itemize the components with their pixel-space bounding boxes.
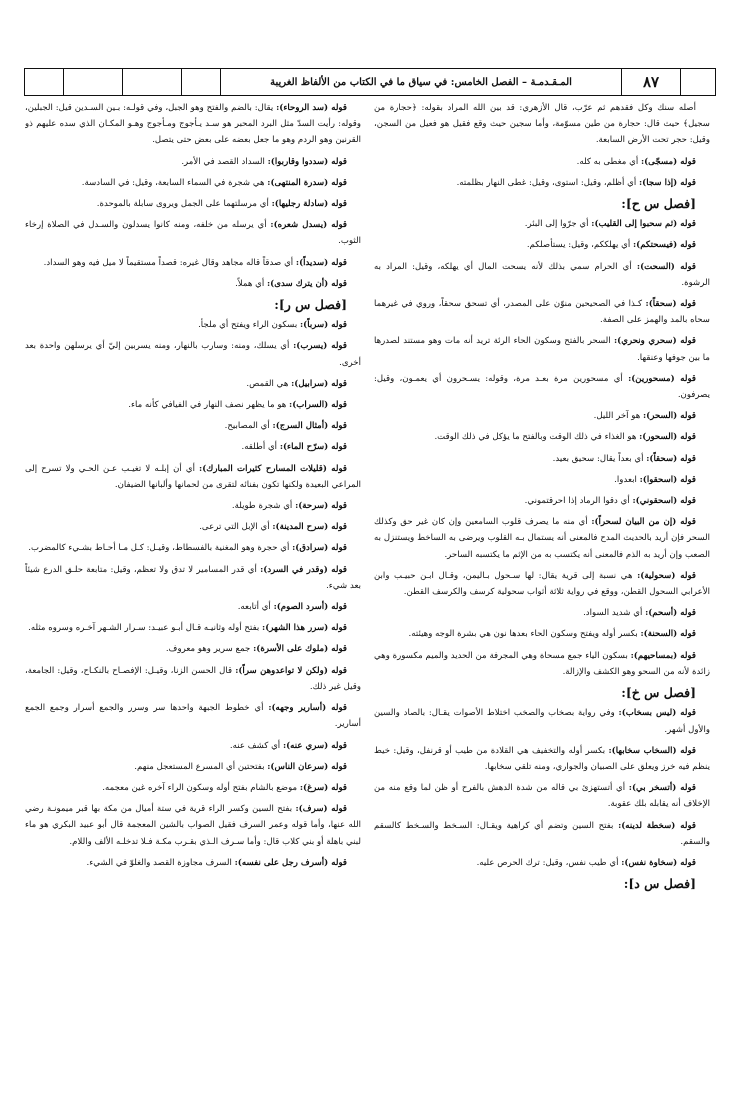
entry-definition: هي شجرة في السماء السابعة، وقيل: في السادسة.: [81, 177, 268, 188]
header-cell: [182, 69, 221, 95]
entry-headword: قوله (سرح المدينة):: [272, 522, 347, 533]
entry-headword: قوله (السخاب سخابها):: [608, 745, 696, 756]
entry-definition: هي القمص.: [246, 378, 292, 389]
header-cell: [25, 69, 64, 95]
right-column: [374, 100, 710, 1100]
dictionary-entry: [374, 371, 710, 403]
entry-headword: قوله (يسدل شعره):: [270, 220, 348, 231]
dictionary-entry: [25, 599, 361, 615]
entry-definition: أي الحرام سمي بذلك لأنه يسحت المال أي يهلكه، وقيل: المراد به الرشوة.: [374, 261, 710, 288]
entry-definition: أي قدر المسامير لا تدق ولا تعظم، وقيل: متابعة حلـق الدرع شيئاً بعد شيء.: [25, 564, 361, 591]
entry-headword: قوله (سخطة لدينه):: [618, 820, 696, 831]
dictionary-entry: [25, 196, 361, 212]
entry-headword: قوله (ثم سحبوا إلى القليب):: [591, 219, 696, 230]
dictionary-entry: [25, 461, 361, 493]
entry-headword: قوله (أسارير وجهه):: [268, 703, 347, 714]
dictionary-entry: [25, 620, 361, 636]
entry-headword: قوله (أسرد الصوم):: [273, 602, 347, 613]
entry-definition: أي صدقاً قاله مجاهد وقال غيره: قصداً مستقيماً لا ميل فيه وهو السداد.: [43, 257, 296, 268]
dictionary-entry: [25, 562, 361, 594]
entry-headword: قوله (السحنة):: [640, 629, 696, 640]
entry-headword: قوله (سددوا وقاربوا):: [267, 156, 347, 167]
dictionary-entry: [374, 705, 710, 737]
entry-definition: السرف مجاوزة القصد والغلوّ في الشيء.: [86, 857, 235, 868]
dictionary-entry: [374, 780, 710, 812]
dictionary-entry: [25, 780, 361, 796]
entry-headword: قوله (سرابيل):: [291, 378, 347, 389]
page-number: ٨٧: [622, 69, 681, 95]
dictionary-entry: [25, 801, 361, 850]
entry-definition: هو ما يظهر نصف النهار في الفيافي كأنه ماء.: [128, 400, 290, 411]
entry-headword: قوله (فيسحتكم):: [632, 240, 696, 251]
entry-headword: قوله (السراب):: [289, 400, 347, 411]
entry-definition: بفتح أوله وثانيـه قـال أبـو عبيـد: سـرار الشـهر آخـره وسروه مثله.: [28, 623, 263, 634]
dictionary-entry: [25, 439, 361, 455]
entry-definition: أي خطوط الجبهة واحدها سر وسرر والجمع أسرار وجمع الجمع أسارير.: [25, 703, 361, 730]
entry-headword: قوله (سرّح الماء):: [279, 442, 347, 453]
dictionary-entry: [25, 855, 361, 871]
entry-definition: بسكون الياء جمع مسحاة وهي المجرفة من الحديد والميم مكسورة وهي زائدة لأنه من السحو وهو الكشف والإزالة.: [374, 650, 710, 677]
entry-definition: أي بعداً يقال: سحيق بعيد.: [552, 453, 647, 464]
dictionary-entry: [25, 738, 361, 754]
header-title: المـقـدمـة – الفصل الخامس: في سياق ما في الكتاب من الألفاظ الغريبة: [221, 69, 622, 95]
entry-headword: قوله (سادلة رجليها):: [271, 199, 347, 210]
dictionary-entry: [25, 317, 361, 333]
section-heading: [374, 876, 710, 892]
entry-definition: بسكون الراء ويفتح أي ملجأ.: [198, 320, 300, 331]
entry-headword: قوله (سديداً):: [295, 257, 347, 268]
entry-definition: أي أتابعه.: [237, 602, 274, 613]
dictionary-entry: [25, 700, 361, 732]
entry-definition: أي شديد السواد.: [583, 608, 646, 619]
dictionary-entry: [374, 259, 710, 291]
entry-definition: أي يسلك، ومنه: وسارب بالنهار، ومنه يسربين إليّ أي يرسلهن واحدة بعد أخرى.: [25, 341, 361, 368]
dictionary-entry: [25, 418, 361, 434]
entry-definition: جمع سرير وهو معروف.: [165, 644, 254, 655]
dictionary-entry: [25, 663, 361, 695]
header-cell: [681, 69, 715, 95]
entry-headword: قوله (سد الروحاء):: [276, 103, 347, 113]
entry-headword: قوله (مسجّى):: [640, 156, 696, 167]
entry-headword: قوله (وقدر في السرد):: [260, 564, 347, 575]
entry-headword: قوله (أن يترك سدى):: [267, 278, 347, 289]
entry-headword: قوله (سحولية):: [637, 570, 697, 581]
entry-definition: ابعدوا.: [614, 474, 640, 485]
dictionary-entry: [25, 540, 361, 556]
section-heading-text: [فصل س خ]:: [621, 685, 696, 701]
entry-definition: أي أظلم، وقيل: استوى، وقيل: غطى النهار بظلمته.: [456, 177, 639, 188]
entry-definition: بفتح السين وتضم أي كراهية ويقـال: السـخط والسـخط كالسقم والسقم.: [374, 820, 710, 847]
entry-definition: أي أتستهزئ بي قاله من شدة الدهش بالفرح أو ظن لما وقع منه من الإخلاف أنه يقابله بلك عقوبة.: [374, 783, 710, 810]
entry-definition: هو آخر الليل.: [593, 411, 643, 422]
entry-headword: قوله (السحت):: [636, 261, 696, 272]
entry-headword: قوله (سرغ):: [299, 782, 347, 793]
dictionary-entry: [374, 429, 710, 445]
dictionary-entry: [374, 296, 710, 328]
entry-headword: قوله (سرر هذا الشهر):: [262, 623, 347, 634]
entry-definition: موضع بالشام بفتح أوله وسكون الراء آخره غين معجمه.: [102, 782, 300, 793]
entry-headword: قوله (سخاوة نفس):: [621, 857, 696, 868]
entry-definition: بفتحتين أي المسرع المستعجل منهم.: [134, 761, 268, 772]
entry-headword: قوله (سرحة):: [295, 501, 347, 512]
entry-definition: أي طيب نفس، وقيل: ترك الحرص عليه.: [476, 857, 622, 868]
entry-headword: قوله (قليلات المسارح كثيرات المبارك):: [199, 463, 348, 474]
dictionary-entry: [374, 818, 710, 850]
dictionary-entry: [25, 498, 361, 514]
section-heading-text: [فصل س ح]:: [621, 196, 696, 212]
dictionary-entry: [374, 743, 710, 775]
dictionary-entry: [25, 519, 361, 535]
entry-definition: أي دقوا الرماد إذا احرقتموني.: [524, 496, 633, 507]
dictionary-entry: [374, 408, 710, 424]
entry-definition: أي يرسله من خلفه، ومنه كانوا يسدلون والسـدل في الصلاة إرخاء الثوب.: [25, 220, 361, 247]
entry-headword: قوله (سرادق):: [292, 543, 347, 554]
dictionary-entry: [374, 237, 710, 253]
dictionary-entry: [374, 472, 710, 488]
dictionary-entry: [25, 217, 361, 249]
dictionary-entry: [25, 100, 361, 149]
dictionary-entry: [25, 154, 361, 170]
dictionary-entry: [374, 855, 710, 871]
entry-headword: قوله (بمساحيهم):: [630, 650, 696, 661]
entry-headword: قوله (ليس بسخاب):: [618, 708, 697, 719]
dictionary-entry: [374, 100, 710, 149]
entry-definition: أي حجرة وهو المغنية بالفسطاط، وقيـل: كـل مـا أحـاط بشـيء كالمضرب.: [28, 543, 293, 554]
entry-headword: قوله (السحر):: [642, 411, 696, 422]
section-heading: [25, 297, 361, 313]
entry-headword: قوله (سحقاً):: [645, 299, 696, 310]
entry-definition: كـذا في الصحيحين منوّن على المصدر، أي تسحق سحقاً، وروي في غيرهما سحاه بالمد والهمز على الصفة.: [374, 299, 710, 326]
entry-headword: قوله (إذا سجا):: [638, 177, 696, 188]
dictionary-entry: [374, 154, 710, 170]
entry-definition: أي مرسلتهما على الجمل ويروى سابلة بالموحدة.: [96, 199, 272, 210]
entry-definition: أي هملاً.: [235, 278, 267, 289]
entry-definition: أي منه ما يصرف قلوب السامعين وإن كان غير حق وكذلك السحر فإن أريد بالحديث المدح فالمعنى أنه يستمال بـه القلوب ويرضى به الساخط ويستنزل به الصعب وإن أريد به الذم فالمعنى أنه يكتسب به من الإثم ما يكتسبه الساحر.: [374, 517, 710, 560]
entry-definition: أي جرّوا إلى البئر.: [524, 219, 592, 230]
entry-definition: أصله سنك وكل فقدهم ثم عرّب، قال الأزهري: قد بين الله المراد بقوله: ﴿حجارة من سجيل﴾ حيث قال: حجارة من طين مسوّمة، وأما سجين حيث وقع فقيل هو فعيل من السجن، وقيل: حجر تحت الأرض السابعة.: [374, 103, 710, 146]
dictionary-entry: [25, 759, 361, 775]
entry-definition: بفتح السين وكسر الراء قرية في ستة أميال من مكة بها قبر ميمونـة رضي الله عنها، وأما قوله وعمر السرف فقيل الصواب بالشين المعجمة قال أبو عبيد البكري هو ماء لبني باهلة أو بني كلاب قال: وأما سـرف الـذي بقـرب مكـة فـلا تدخلـه الألف واللام.: [25, 804, 361, 847]
dictionary-entry: [25, 276, 361, 292]
dictionary-entry: [374, 333, 710, 365]
entry-headword: قوله (إن من البيان لسحراً):: [591, 517, 696, 528]
entry-definition: أي الإبل التي ترعى.: [199, 522, 273, 533]
dictionary-entry: [374, 568, 710, 600]
entry-headword: قوله (سري عنه):: [282, 740, 347, 751]
entry-headword: قوله (يسرب):: [293, 341, 347, 352]
entry-definition: السحر بالفتح وسكون الحاء الرئة تريد أنه مات وهو مستند لصدرها ما بين جوفها وعنقها.: [374, 336, 710, 363]
page-header: [24, 68, 716, 96]
entry-headword: قوله (سرف):: [295, 804, 347, 815]
section-heading-text: [فصل س ر]:: [274, 297, 347, 313]
entry-definition: أي مسحورين مرة بعـد مرة، وقوله: يسـحرون أي يعمـون، وقيل: يصرفون.: [374, 373, 710, 401]
header-cell: [123, 69, 182, 95]
entry-definition: أي المصابيح.: [224, 421, 273, 432]
entry-definition: هي نسبة إلى قرية يقال: لها سـحول بـاليمن، وقـال ابـن حبيـب وابن الأعرابي السحول القطن، ووقع في رواية ثلاثة أثواب سحولية كرسف والكرسف القطن.: [374, 570, 710, 598]
dictionary-entry: [374, 514, 710, 563]
entry-headword: قوله (ولكن لا تواعدوهن سراً):: [235, 665, 347, 676]
entry-definition: أي يهلككم، وقيل: يستأصلكم.: [526, 240, 633, 251]
entry-definition: أي أن إبلـه لا تغيـب عـن الحـي ولا تسرح إلى المراعي البعيدة ولكنها تكون بفنائه لتقرى من لحمانها وألبانها الضيفان.: [25, 463, 361, 490]
entry-definition: أي أطلقه.: [241, 442, 280, 453]
entry-definition: بكسر أوله ويفتح وسكون الحاء بعدها نون هي بشرة الوجه وهيئته.: [408, 629, 641, 640]
dictionary-entry: [374, 216, 710, 232]
section-heading: [374, 196, 710, 212]
entry-definition: وفي رواية بصخاب والصخب اختلاط الأصوات يقـال: بالصاد والسين والأول أشهر.: [374, 708, 710, 735]
entry-headword: قوله (اسحقوني):: [632, 496, 696, 507]
entry-definition: السداد القصد في الأمر.: [181, 156, 268, 167]
entry-definition: قال الحسن الزنا، وقيـل: الإفصـاح بالنكـاح، وقيل: الجامعة، وقيل غير ذلك.: [25, 665, 361, 692]
entry-headword: قوله (السحور):: [639, 432, 696, 443]
section-heading-text: [فصل س د]:: [623, 876, 696, 892]
left-column: [25, 100, 361, 1100]
dictionary-entry: [374, 451, 710, 467]
dictionary-entry: [25, 175, 361, 191]
entry-headword: قوله (أسحم):: [645, 608, 696, 619]
header-cell: [64, 69, 123, 95]
dictionary-entry: [374, 605, 710, 621]
entry-definition: أي مغطى به كله.: [576, 156, 641, 167]
entry-definition: يقال: بالضم والفتح وهو الجبل، وفي قولـه: بـين السـدين قيل: الجبلين، وقوله: رأيت السدّ مثل البرد المحبر هو سـد يـأجوج ومـأجوج وهـو المكـان الذي سده عليهم ذو القرنين وهو الردم وهو ما جعل بعضه على بعض حتى يتصل.: [25, 103, 361, 146]
entry-headword: قوله (سدرة المنتهى):: [267, 177, 347, 188]
entry-headword: قوله (مسحورين):: [628, 373, 696, 384]
dictionary-entry: [374, 648, 710, 680]
dictionary-entry: [25, 338, 361, 370]
entry-headword: قوله (سرباً):: [299, 320, 347, 331]
entry-definition: بكسر أوله والتخفيف هي القلادة من طيب أو قرنفل، وقيل: خيط ينظم فيه خرز ويعلق على الصبيان والجواري، ومنه تلقي سخابها.: [374, 745, 710, 772]
entry-definition: أي كشف عنه.: [229, 740, 283, 751]
entry-headword: قوله (أسرف رجل على نفسه):: [234, 857, 347, 868]
dictionary-entry: [25, 397, 361, 413]
dictionary-entry: [374, 626, 710, 642]
section-heading: [374, 685, 710, 701]
dictionary-entry: [25, 376, 361, 392]
entry-headword: قوله (سحقاً):: [646, 453, 696, 464]
entry-headword: قوله (سرعان الناس):: [267, 761, 347, 772]
entry-definition: أي شجرة طويلة.: [231, 501, 296, 512]
dictionary-entry: [25, 641, 361, 657]
dictionary-entry: [25, 255, 361, 271]
entry-headword: قوله (اسحقوا):: [639, 474, 696, 485]
entry-headword: قوله (أمثال السرج):: [272, 421, 347, 432]
entry-definition: هو الغذاء في ذلك الوقت وبالفتح ما يؤكل في ذلك الوقت.: [434, 432, 640, 443]
entry-headword: قوله (ملوك على الأسرة):: [253, 644, 347, 655]
entry-headword: قوله (سحري ونحري):: [614, 336, 696, 347]
entry-headword: قوله (أتسخر بي):: [628, 783, 696, 794]
dictionary-entry: [374, 493, 710, 509]
dictionary-entry: [374, 175, 710, 191]
